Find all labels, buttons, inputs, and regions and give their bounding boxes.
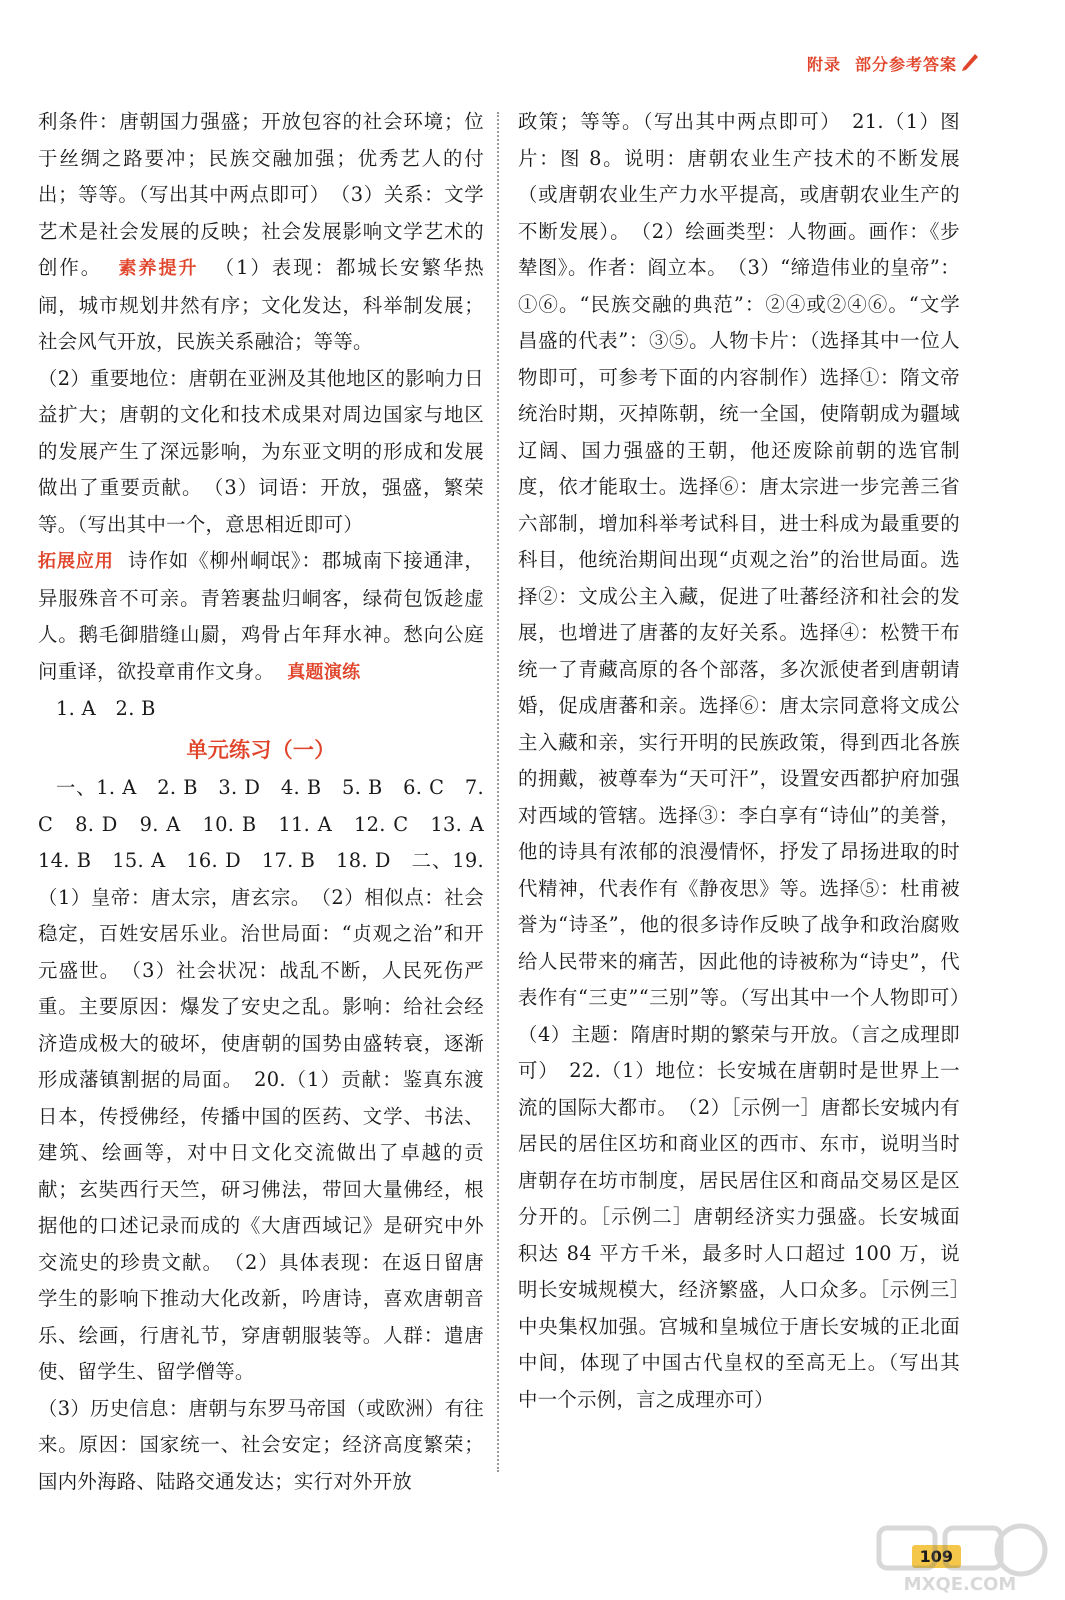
watermark-logo <box>865 1510 1055 1596</box>
section-tag: 真题演练 <box>287 661 361 683</box>
paragraph <box>38 104 484 361</box>
section-tag: 素养提升 <box>118 258 199 279</box>
paragraph: （2）重要地位：唐朝在亚洲及其他地区的影响力日益扩大；唐朝的文化和技术成果对周边国家与地区的发展产生了深远影响，为东亚文明的形成和发展做出了重要贡献。 （3）词语：开放，强盛，繁荣等。（写出其中一个，意思相近即可） <box>38 366 484 536</box>
left-column <box>38 104 504 1500</box>
running-header <box>793 52 957 75</box>
text: 诗作如《柳州峒氓》：郡城南下接通津，异服殊音不可亲。青箬裹盐归峒客，绿荷包饭趁虚人。鹅毛御腊缝山罽，鸡骨占年拜水神。愁向公庭问重译，欲投章甫作文身。 <box>38 549 485 683</box>
paragraph: （3）历史信息：唐朝与东罗马帝国（或欧洲）有往来。原因：国家统一、社会安定；经济高度繁荣；国内外海路、陆路交通发达；实行对外开放 <box>38 1396 484 1493</box>
header-section: 附录 <box>806 55 841 74</box>
unit-title: 单元练习（一） <box>186 737 336 762</box>
right-column <box>518 104 980 1418</box>
watermark-text: MXQE.COM <box>903 1574 1017 1595</box>
column-divider <box>497 112 499 1472</box>
paragraph: 1. A 2. B <box>56 697 156 720</box>
text: 利条件：唐朝国力强盛；开放包容的社会环境；位于丝绸之路要冲；民族交融加强；优秀艺人的付出；等等。（写出其中两点即可） （3）关系：文学艺术是社会发展的反映；社会发展影响文学艺术的创作。 <box>38 110 484 279</box>
page-number: 109 <box>912 1545 961 1568</box>
pen-icon <box>959 50 981 72</box>
text: （1）表现：都城长安繁华热闹，城市规划井然有序；文化发达，科举制发展；社会风气开放，民族关系融洽；等等。 <box>38 256 484 353</box>
paragraph: 一、1. A 2. B 3. D 4. B 5. B 6. C 7. C 8. D 9. A 10. B 11. A 12. C 13. A 14. B 15. A 16. D 17. B 18. D 二、19.（1）皇帝：唐太宗，唐玄宗。 （2）相似点：社会稳定，百姓安居乐业。治世局面：“贞观之治”和开元盛世。 （3）社会状况：战乱不断，人民死伤严重。主要原因：爆发了安史之乱。影响：给社会经济造成极大的破坏，使唐朝的国势由盛转衰，逐渐形成藩镇割据的局面。 20.（1）贡献：鉴真东渡日本，传授佛经，传播中国的医药、文学、书法、建筑、绘画等，对中日文化交流做出了卓越的贡献；玄奘西行天竺，研习佛法，带回大量佛经，根据他的口述记录而成的《大唐西域记》是研究中外交流史的珍贵文献。 （2）具体表现：在返日留唐学生的影响下推动大化改新，吟唐诗，喜欢唐朝音乐、绘画，行唐礼节，穿唐朝服装等。人群：遣唐使、留学生、留学僧等。 <box>38 776 504 1383</box>
paragraph <box>38 543 484 691</box>
paragraph: 政策；等等。（写出其中两点即可） 21.（1）图片：图 8。说明：唐朝农业生产技术的不断发展（或唐朝农业生产力水平提高，或唐朝农业生产的不断发展）。 （2）绘画类型：人物画。画作：《步辇图》。作者：阎立本。 （3）“缔造伟业的皇帝”：①⑥。“民族交融的典范”：②④或②④⑥。“文学昌盛的代表”：③⑤。人物卡片：（选择其中一位人物即可，可参考下面的内容制作）选择①：隋文帝统治时期，灭掉陈朝，统一全国，使隋朝成为疆域辽阔、国力强盛的王朝，他还废除前朝的选官制度，依才能取士。选择⑥：唐太宗进一步完善三省六部制，增加科举考试科目，进士科成为最重要的科目，他统治期间出现“贞观之治”的治世局面。选择②：文成公主入藏，促进了吐蕃经济和社会的发展，也增进了唐蕃的友好关系。选择④：松赞干布统一了青藏高原的各个部落，多次派使者到唐朝请婚，促成唐蕃和亲。选择⑥：唐太宗同意将文成公主入藏和亲，实行开明的民族政策，得到西北各族的拥戴，被尊奉为“天可汗”，设置安西都护府加强对西域的管辖。选择③：李白享有“诗仙”的美誉，他的诗具有浓郁的浪漫情怀，抒发了昂扬进取的时代精神，代表作有《静夜思》等。选择⑤：杜甫被誉为“诗圣”，他的很多诗作反映了战争和政治腐败给人民带来的痛苦，因此他的诗被称为“诗史”，代表作有“三吏”“三别”等。（写出其中一个人物即可） （4）主题：隋唐时期的繁荣与开放。（言之成理即可） 22.（1）地位：长安城在唐朝时是世界上一流的国际大都市。 （2）［示例一］唐都长安城内有居民的居住区坊和商业区的西市、东市，说明当时唐朝存在坊市制度，居民居住区和商品交易区是区分开的。［示例二］唐朝经济实力强盛。长安城面积达 84 平方千米，最多时人口超过 100 万，说明长安城规模大，经济繁盛，人口众多。［示例三］中央集权加强。宫城和皇城位于唐长安城的正北面中间，体现了中国古代皇权的至高无上。（写出其中一个示例，言之成理亦可） <box>518 110 980 1411</box>
header-title: 部分参考答案 <box>854 55 957 74</box>
section-tag: 拓展应用 <box>38 551 114 572</box>
